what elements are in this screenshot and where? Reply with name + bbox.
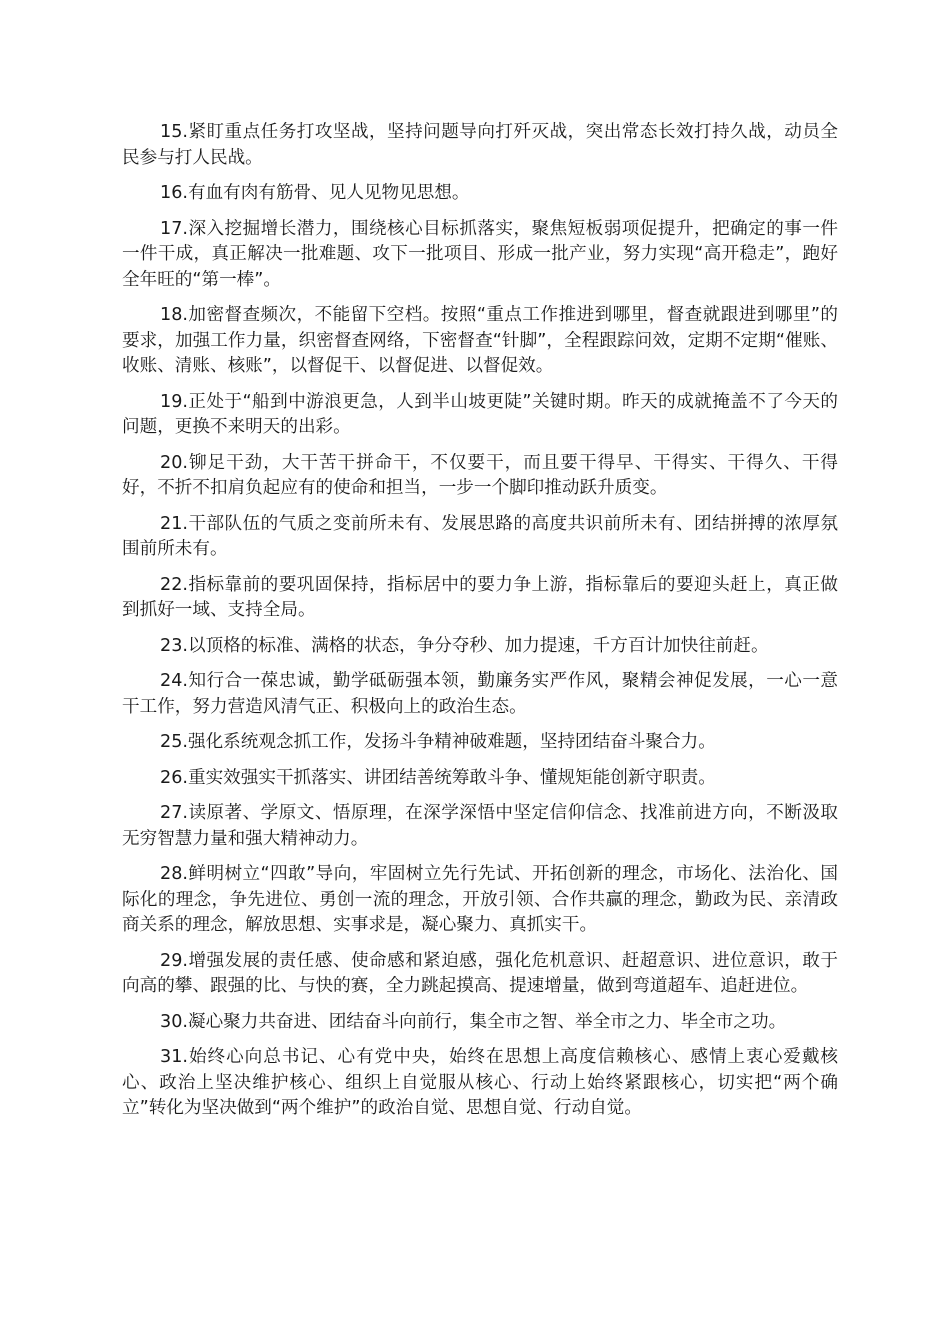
paragraph-19: 19.正处于“船到中游浪更急，人到半山坡更陡”关键时期。昨天的成就掩盖不了今天的问题，更换不来明天的出彩。 [122,391,838,437]
paragraph-30: 30.凝心聚力共奋进、团结奋斗向前行，集全市之智、举全市之力、毕全市之功。 [160,1011,787,1032]
paragraph-26: 26.重实效强实干抓落实、讲团结善统筹敢斗争、懂规矩能创新守职责。 [160,767,716,788]
paragraph-29: 29.增强发展的责任感、使命感和紧迫感，强化危机意识、赶超意识、进位意识，敢于向高的攀、跟强的比、与快的赛，全力跳起摸高、提速增量，做到弯道超车、追赶进位。 [122,950,838,996]
paragraph-27: 27.读原著、学原文、悟原理，在深学深悟中坚定信仰信念、找准前进方向，不断汲取无穷智慧力量和强大精神动力。 [122,803,838,849]
paragraph-24: 24.知行合一葆忠诚，勤学砥砺强本领，勤廉务实严作风，聚精会神促发展，一心一意干工作，努力营造风清气正、积极向上的政治生态。 [122,671,838,717]
paragraph-17: 17.深入挖掘增长潜力，围绕核心目标抓落实，聚焦短板弱项促提升，把确定的事一件一件干成，真正解决一批难题、攻下一批项目、形成一批产业，努力实现“高开稳走”，跑好全年旺的“第一棒”。 [122,218,838,290]
document-page [122,120,838,1132]
paragraph-23: 23.以顶格的标准、满格的状态，争分夺秒、加力提速，千方百计加快往前赶。 [160,635,769,656]
paragraph-25: 25.强化系统观念抓工作，发扬斗争精神破难题，坚持团结奋斗聚合力。 [160,732,716,752]
paragraph-31: 31.始终心向总书记、心有党中央，始终在思想上高度信赖核心、感情上衷心爱戴核心、政治上坚决维护核心、组织上自觉服从核心、行动上始终紧跟核心，切实把“两个确立”转化为坚决做到“两个维护”的政治自觉、思想自觉、行动自觉。 [122,1047,838,1118]
paragraph-28: 28.鲜明树立“四敢”导向，牢固树立先行先试、开拓创新的理念，市场化、法治化、国际化的理念，争先进位、勇创一流的理念，开放引领、合作共赢的理念，勤政为民、亲清政商关系的理念，解放思想、实事求是，凝心聚力、真抓实干。 [122,864,838,935]
paragraph-20: 20.铆足干劲，大干苦干拼命干，不仅要干，而且要干得早、干得实、干得久、干得好，不折不扣肩负起应有的使命和担当，一步一个脚印推动跃升质变。 [122,452,838,498]
paragraph-21: 21.干部队伍的气质之变前所未有、发展思路的高度共识前所未有、团结拼搏的浓厚氛围前所未有。 [122,513,838,559]
paragraph-22: 22.指标靠前的要巩固保持，指标居中的要力争上游，指标靠后的要迎头赶上，真正做到抓好一域、支持全局。 [122,574,838,620]
paragraph-15: 15.紧盯重点任务打攻坚战，坚持问题导向打歼灭战，突出常态长效打持久战，动员全民参与打人民战。 [122,122,838,168]
paragraph-16: 16.有血有肉有筋骨、见人见物见思想。 [160,183,470,203]
paragraph-18: 18.加密督查频次，不能留下空档。按照“重点工作推进到哪里，督查就跟进到哪里”的要求，加强工作力量，织密督查网络，下密督查“针脚”，全程跟踪问效，定期不定期“催账、收账、清账、核账”，以督促干、以督促进、以督促效。 [122,305,838,376]
